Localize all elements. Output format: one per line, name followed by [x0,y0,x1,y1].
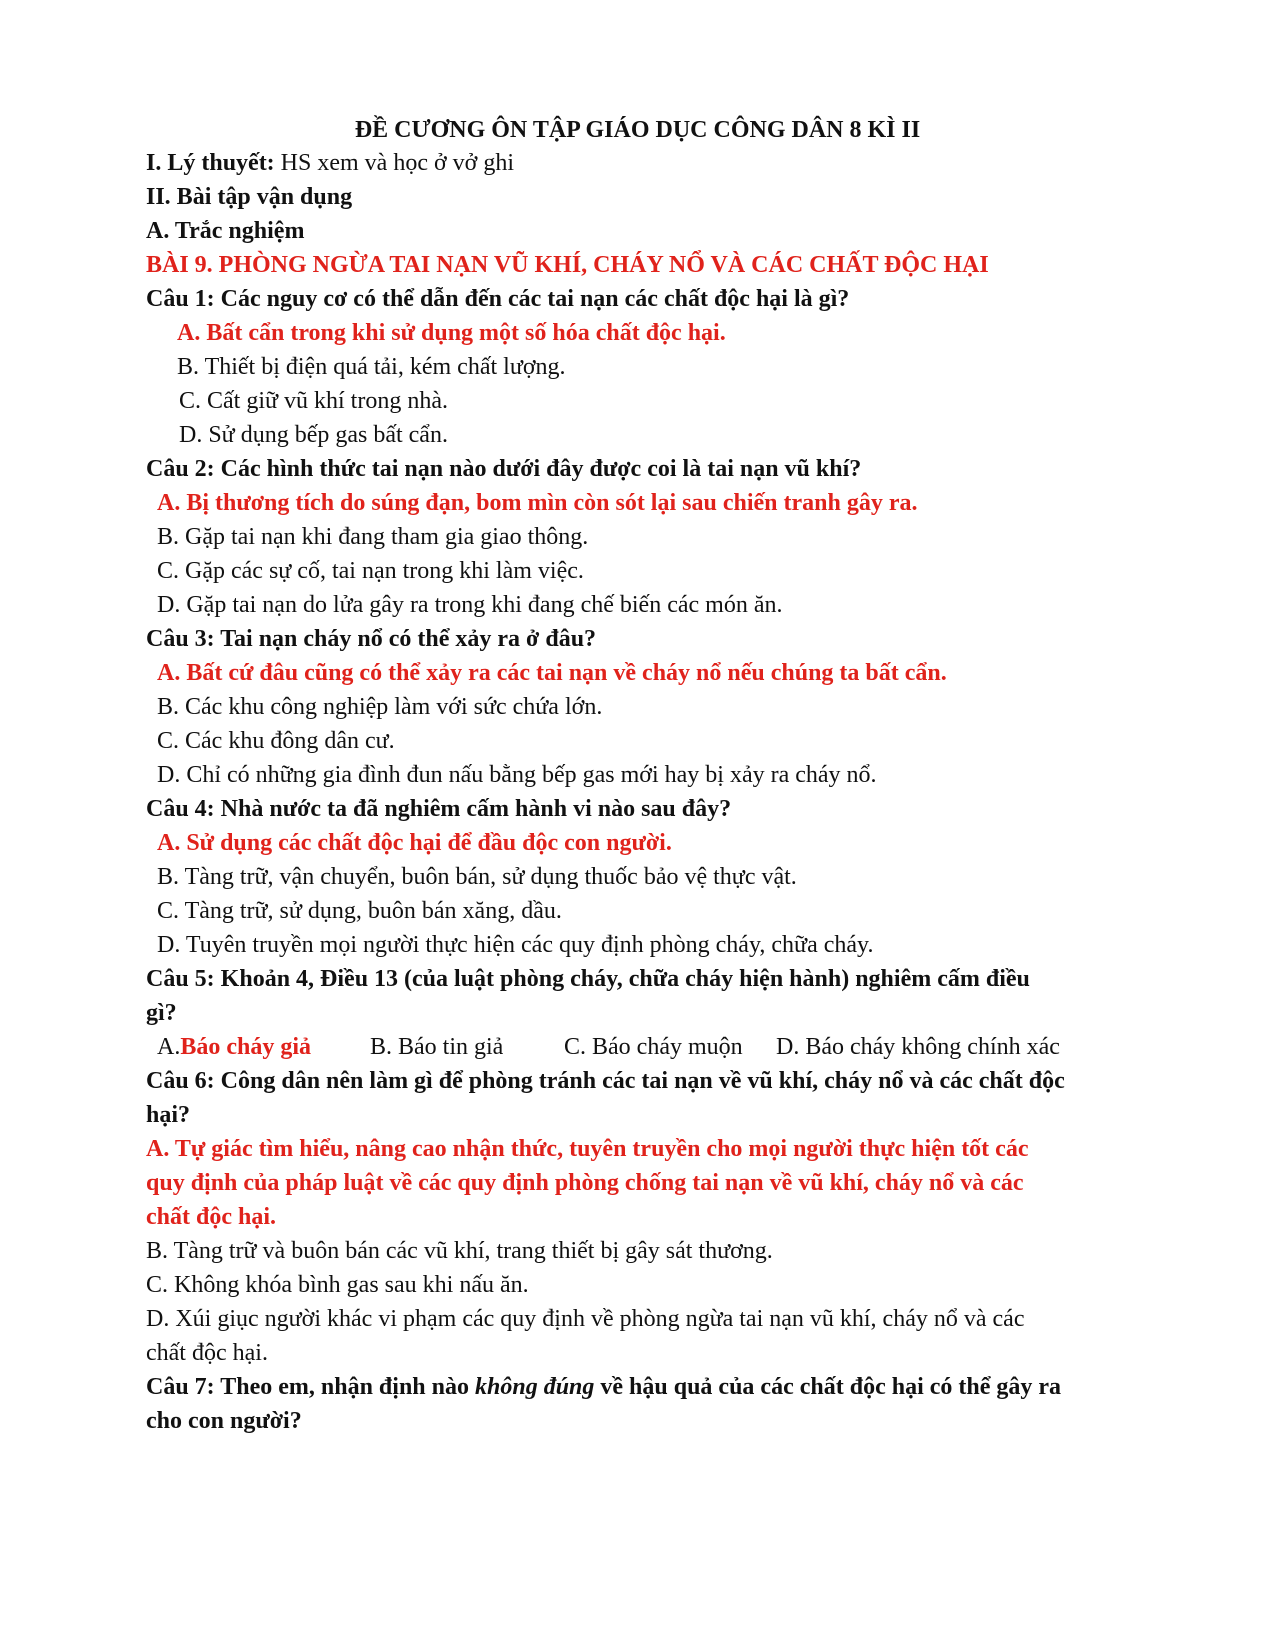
q5-option-c: C. Báo cháy muộn [564,1034,743,1060]
q5-answer-a-letter: A. [157,1034,181,1060]
q6-option-d-line1: D. Xúi giục người khác vi phạm các quy định về phòng ngừa tai nạn vũ khí, cháy nổ và các [146,1306,1025,1332]
q3-option-b: B. Các khu công nghiệp làm với sức chứa lớn. [157,694,603,720]
q5-option-b: B. Báo tin giả [370,1034,504,1060]
q2-option-c: C. Gặp các sự cố, tai nạn trong khi làm việc. [157,558,584,584]
document-title: ĐỀ CƯƠNG ÔN TẬP GIÁO DỤC CÔNG DÂN 8 KÌ II [354,117,921,143]
q4-option-c: C. Tàng trữ, sử dụng, buôn bán xăng, dầu. [157,898,562,924]
q4-option-b: B. Tàng trữ, vận chuyển, buôn bán, sử dụng thuốc bảo vệ thực vật. [157,864,797,890]
q1-option-d: D. Sử dụng bếp gas bất cẩn. [179,422,448,448]
q1-option-b: B. Thiết bị điện quá tải, kém chất lượng. [177,354,566,380]
q5-answer-a [157,1030,370,1064]
question-6-cont: hại? [146,1102,191,1128]
exercise-heading: II. Bài tập vận dụng [146,184,353,210]
q6-option-b: B. Tàng trữ và buôn bán các vũ khí, trang thiết bị gây sát thương. [146,1238,773,1264]
q6-answer-a-line3: chất độc hại. [146,1204,277,1230]
q3-answer-a: A. Bất cứ đâu cũng có thể xảy ra các tai nạn về cháy nổ nếu chúng ta bất cẩn. [157,660,947,686]
q6-answer-a-line1: A. Tự giác tìm hiểu, nâng cao nhận thức, tuyên truyền cho mọi người thực hiện tốt các [146,1136,1029,1162]
question-4: Câu 4: Nhà nước ta đã nghiêm cấm hành vi nào sau đây? [146,796,732,822]
question-7-emphasis: không đúng [475,1374,595,1400]
theory-line [146,146,514,180]
q5-options-row [157,1030,1060,1064]
question-7-cont: cho con người? [146,1408,302,1434]
q6-answer-a-line2: quy định của pháp luật về các quy định phòng chống tai nạn về vũ khí, cháy nổ và các [146,1170,1024,1196]
q1-answer-a: A. Bất cẩn trong khi sử dụng một số hóa chất độc hại. [177,320,726,346]
q2-option-b: B. Gặp tai nạn khi đang tham gia giao thông. [157,524,589,550]
q1-option-c: C. Cất giữ vũ khí trong nhà. [179,388,448,414]
question-7 [146,1370,1061,1404]
lesson-heading: BÀI 9. PHÒNG NGỪA TAI NẠN VŨ KHÍ, CHÁY NỔ VÀ CÁC CHẤT ĐỘC HẠI [146,252,989,278]
q3-option-c: C. Các khu đông dân cư. [157,728,395,754]
question-5-cont: gì? [146,1000,177,1026]
q4-answer-a: A. Sử dụng các chất độc hại để đầu độc con người. [157,830,672,856]
question-2: Câu 2: Các hình thức tai nạn nào dưới đây được coi là tai nạn vũ khí? [146,456,862,482]
q6-option-d-line2: chất độc hại. [146,1340,268,1366]
q6-option-c: C. Không khóa bình gas sau khi nấu ăn. [146,1272,529,1298]
question-3: Câu 3: Tai nạn cháy nổ có thể xảy ra ở đâu? [146,626,597,652]
question-7-pre: Câu 7: Theo em, nhận định nào [146,1374,475,1400]
section-heading: A. Trắc nghiệm [146,218,305,244]
q5-option-d: D. Báo cháy không chính xác [776,1034,1060,1060]
question-6: Câu 6: Công dân nên làm gì để phòng tránh các tai nạn về vũ khí, cháy nổ và các chất độc [146,1068,1065,1094]
theory-text: HS xem và học ở vở ghi [274,150,515,176]
question-5: Câu 5: Khoản 4, Điều 13 (của luật phòng cháy, chữa cháy hiện hành) nghiêm cấm điều [146,966,1030,992]
question-1: Câu 1: Các nguy cơ có thể dẫn đến các tai nạn các chất độc hại là gì? [146,286,850,312]
q2-option-d: D. Gặp tai nạn do lửa gây ra trong khi đang chế biến các món ăn. [157,592,783,618]
q4-option-d: D. Tuyên truyền mọi người thực hiện các quy định phòng cháy, chữa cháy. [157,932,874,958]
q2-answer-a: A. Bị thương tích do súng đạn, bom mìn còn sót lại sau chiến tranh gây ra. [157,490,918,516]
theory-label: I. Lý thuyết: [146,150,275,176]
q5-answer-a-text: Báo cháy giả [180,1034,312,1060]
question-7-post: về hậu quả của các chất độc hại có thể gây ra [594,1374,1062,1400]
q3-option-d: D. Chỉ có những gia đình đun nấu bằng bếp gas mới hay bị xảy ra cháy nổ. [157,762,877,788]
